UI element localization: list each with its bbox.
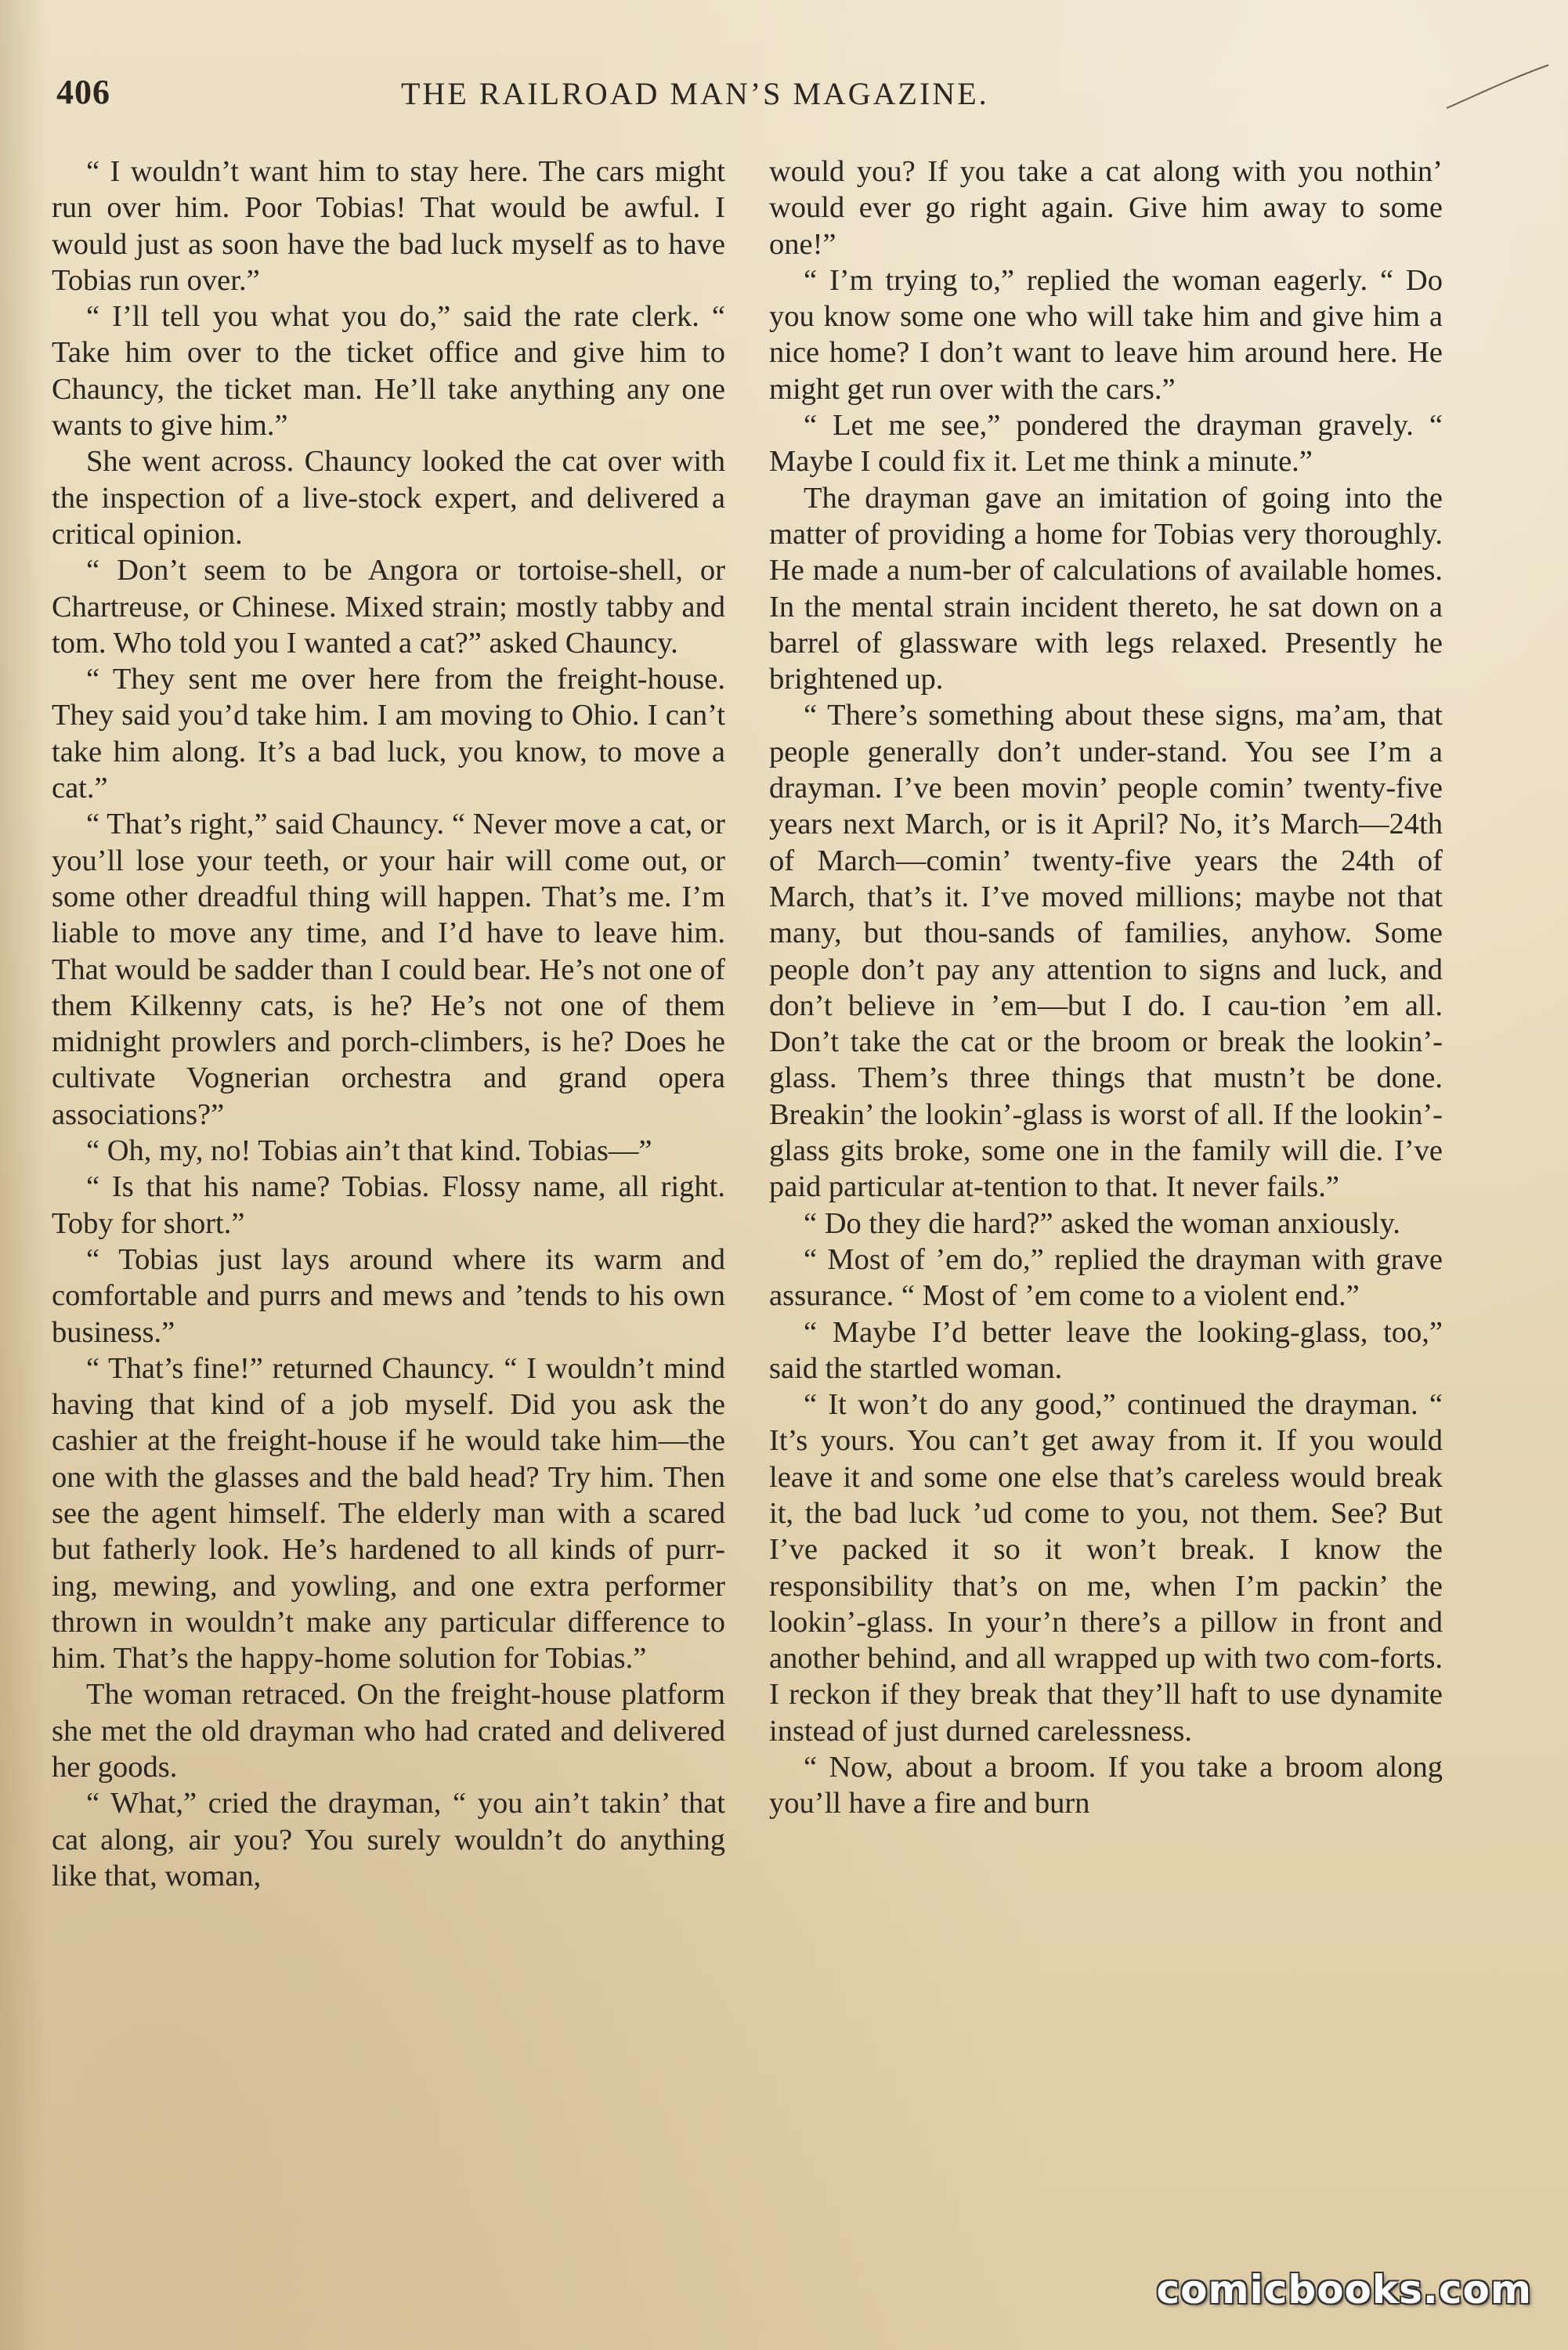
paragraph: “ They sent me over here from the freight-house. They said you’d take him. I am moving to Ohio. I can’t take him along. It’s a bad luck, you know, to move a cat.” <box>52 663 725 805</box>
paragraph: “ Oh, my, no! Tobias ain’t that kind. Tobias—” <box>86 1134 652 1168</box>
right-column <box>769 154 1443 1822</box>
paragraph: “ I’m trying to,” replied the woman eagerly. “ Do you know some one who will take him and give him a nice home? I don’t want to leave him around here. He might get run over with the cars.” <box>769 263 1443 406</box>
running-head: THE RAILROAD MAN’S MAGAZINE. <box>401 76 989 111</box>
paragraph: “ Do they die hard?” asked the woman anxiously. <box>804 1206 1400 1240</box>
page-number: 406 <box>56 73 110 111</box>
paragraph: “ There’s something about these signs, ma’am, that people generally don’t under-stand. You see I’m a drayman. I’ve been movin’ people comin’ twenty-five years next March, or is it April? No, it’s March—24th of March—comin’ twenty-five years the 24th of March, that’s it. I’ve moved millions; maybe not that many, but thou-sands of families, anyhow. Some people don’t pay any attention to signs and luck, and don’t believe in ’em—but I do. I cau-tion ’em all. Don’t take the cat or the broom or break the lookin’-glass. Them’s three things that mustn’t be done. Breakin’ the lookin’-glass is worst of all. If the lookin’-glass gits broke, some one in the family will die. I’ve paid particular at-tention to that. It never fails.” <box>769 699 1443 1204</box>
paragraph: “ I wouldn’t want him to stay here. The cars might run over him. Poor Tobias! That would be awful. I would just as soon have the bad luck myself as to have Tobias run over.” <box>52 155 725 297</box>
paragraph: “ Maybe I’d better leave the looking-glass, too,” said the startled woman. <box>769 1315 1443 1385</box>
paragraph: “ Now, about a broom. If you take a broom along you’ll have a fire and burn <box>769 1751 1443 1820</box>
paragraph: “ Is that his name? Tobias. Flossy name, all right. Toby for short.” <box>52 1170 725 1240</box>
watermark-logo: comicbooks.com <box>1156 2267 1532 2312</box>
paragraph: The woman retraced. On the freight-house platform she met the old drayman who had crated and delivered her goods. <box>52 1678 725 1784</box>
paragraph: She went across. Chauncy looked the cat over with the inspection of a live-stock expert, and delivered a critical opinion. <box>52 445 725 551</box>
paragraph: “ Let me see,” pondered the drayman gravely. “ Maybe I could fix it. Let me think a minute.” <box>769 409 1443 479</box>
paragraph: “ That’s right,” said Chauncy. “ Never move a cat, or you’ll lose your teeth, or your hair will come out, or some other dreadful thing will happen. That’s me. I’m liable to move any time, and I’d have to leave him. That would be sadder than I could bear. He’s not one of them Kilkenny cats, is he? He’s not one of them midnight prowlers and porch-climbers, is he? Does he cultivate Vognerian orchestra and grand opera associations?” <box>52 808 725 1131</box>
page-header <box>56 72 1498 127</box>
paragraph: “ What,” cried the drayman, “ you ain’t takin’ that cat along, air you? You surely wouldn’t do anything like that, woman, <box>52 1787 725 1893</box>
paragraph: “ Tobias just lays around where its warm and comfortable and purrs and mews and ’tends to his own business.” <box>52 1242 725 1349</box>
paragraph: “ That’s fine!” returned Chauncy. “ I wouldn’t mind having that kind of a job myself. Did you ask the cashier at the freight-house if he would take him—the one with the glasses and the bald head? Try him. Then see the agent himself. The elderly man with a scared but fatherly look. He’s hardened to all kinds of purr-ing, mewing, and yowling, and one extra performer thrown in wouldn’t make any particular difference to him. That’s the happy-home solution for Tobias.” <box>52 1351 725 1676</box>
paragraph: “ Most of ’em do,” replied the drayman with grave assurance. “ Most of ’em come to a violent end.” <box>769 1242 1443 1313</box>
paragraph: “ I’ll tell you what you do,” said the rate clerk. “ Take him over to the ticket office and give him to Chauncy, the ticket man. He’ll take anything any one wants to give him.” <box>52 300 725 443</box>
paragraph: would you? If you take a cat along with you nothin’ would ever go right again. Give him away to some one!” <box>769 155 1443 261</box>
pencil-mark-icon <box>1443 61 1552 116</box>
left-column <box>52 154 725 1894</box>
paragraph: “ Don’t seem to be Angora or tortoise-shell, or Chartreuse, or Chinese. Mixed strain; mostly tabby and tom. Who told you I wanted a cat?” asked Chauncy. <box>52 554 725 660</box>
paragraph: The drayman gave an imitation of going into the matter of providing a home for Tobias very thoroughly. He made a num-ber of calculations of available homes. In the mental strain incident thereto, he sat down on a barrel of glassware with legs relaxed. Presently he brightened up. <box>769 481 1443 696</box>
paragraph: “ It won’t do any good,” continued the drayman. “ It’s yours. You can’t get away from it. If you would leave it and some one else that’s careless would break it, the bad luck ’ud come to you, not them. See? But I’ve packed it so it won’t break. I know the responsibility that’s on me, when I’m packin’ the lookin’-glass. In your’n there’s a pillow in front and another behind, and all wrapped up with two com-forts. I reckon if they break that they’ll haft to use dynamite instead of just durned carelessness. <box>769 1388 1443 1748</box>
